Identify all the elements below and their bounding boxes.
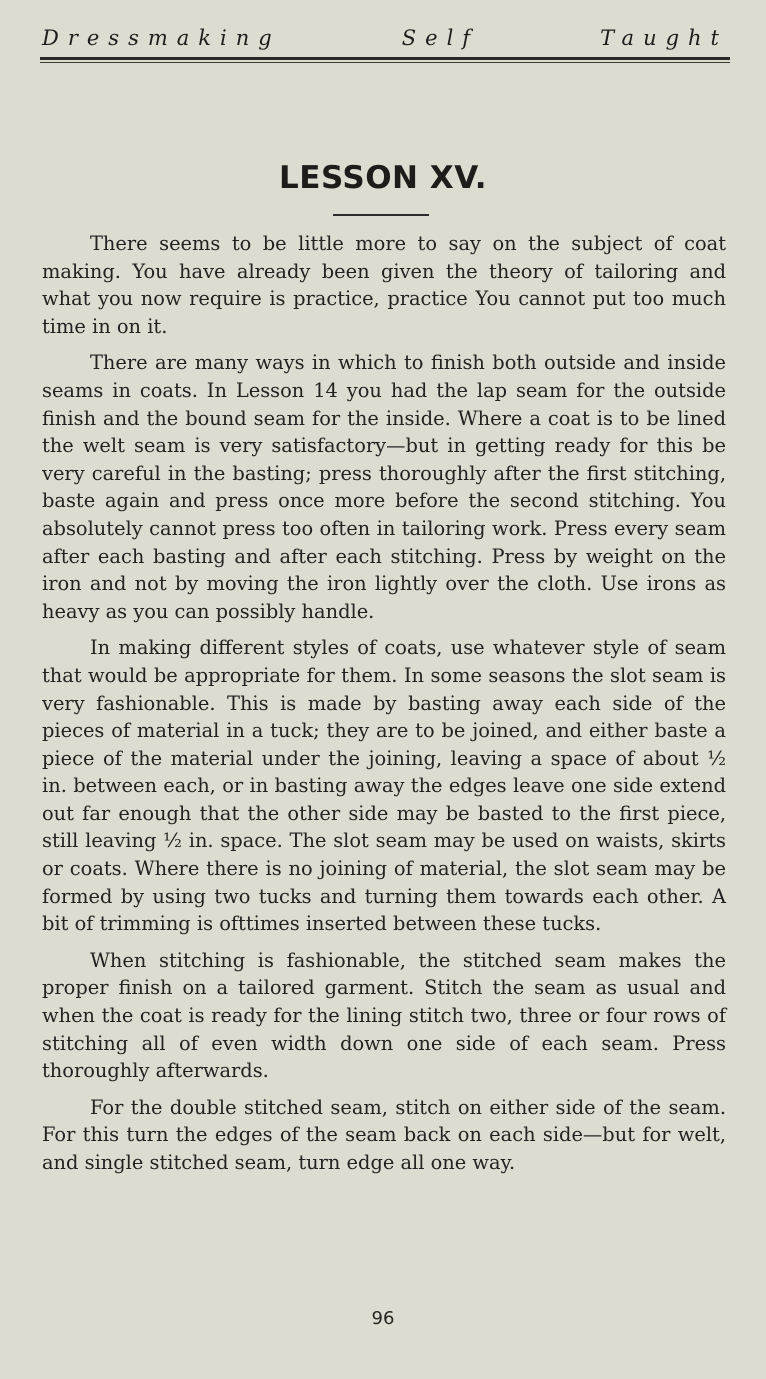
paragraph-2: There are many ways in which to finish both outside and inside seams in coats. In Lesson 14 you had the lap seam for the outside finish and the bound seam for the inside. Where a coat is to be lined the welt seam is very satisfactory—but in getting ready for this be very careful in the basting; press thoroughly after the first stitching, baste again and press once more before the second stitching. You absolutely cannot press too often in tailoring work. Press every seam after each basting and after each stitching. Press by weight on the iron and not by moving the iron lightly over the cloth. Use irons as heavy as you can possibly handle. (42, 351, 726, 623)
running-head-word-2: Self (401, 26, 480, 50)
paragraph-4: When stitching is fashionable, the stitched seam makes the proper finish on a tailored garment. Stitch the seam as usual and when the coat is ready for the lining stitch two, three or four rows of stitching all of even width down one side of each seam. Press thoroughly afterwards. (42, 948, 726, 1083)
running-head (42, 20, 728, 50)
paragraph-5: For the double stitched seam, stitch on either side of the seam. For this turn the edges of the seam back on each side—but for welt, and single stitched seam, turn edge all one way. (42, 1095, 726, 1174)
paragraph-3: In making different styles of coats, use whatever style of seam that would be appropriate for them. In some seasons the slot seam is very fashionable. This is made by basting away each side of the pieces of material in a tuck; they are to be joined, and either baste a piece of the material under the joining, leaving a space of about ½ in. between each, or in basting away the edges leave one side extend out far enough that the other side may be basted to the first piece, still leaving ½ in. space. The slot seam may be used on waists, skirts or coats. Where there is no joining of material, the slot seam may be formed by using two tucks and turning them towards each other. A bit of trimming is ofttimes inserted between these tucks. (42, 636, 726, 936)
title-rule (333, 214, 429, 216)
lesson-title: LESSON XV. (279, 160, 487, 196)
body-text (42, 230, 726, 1186)
paragraph-1: There seems to be little more to say on the subject of coat making. You have already been given the theory of tailoring and what you now require is practice, practice You cannot put too much time in on it. (42, 232, 726, 338)
page-number: 96 (371, 1308, 395, 1329)
running-head-word-1: Dressmaking (42, 26, 281, 50)
running-head-word-3: Taught (600, 26, 728, 50)
header-rule-thick (40, 57, 730, 60)
header-rule-thin (40, 62, 730, 63)
